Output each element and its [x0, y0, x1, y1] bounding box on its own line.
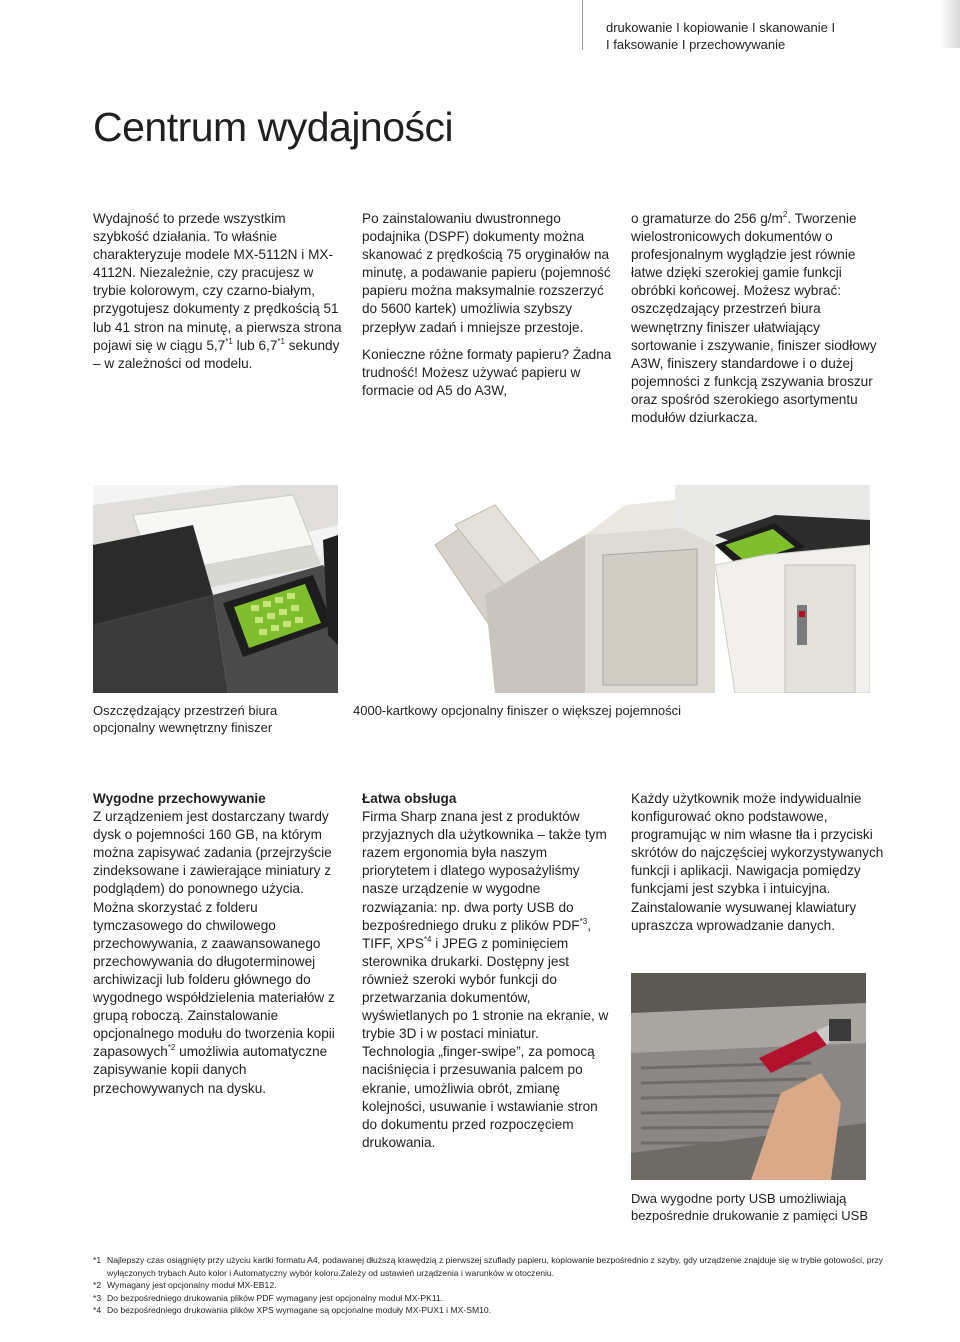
storage-heading: Wygodne przechowywanie: [93, 791, 266, 806]
intro-column-3: [631, 210, 881, 427]
footnote: [93, 1292, 913, 1305]
ease-heading: Łatwa obsługa: [362, 791, 457, 806]
footnote-mark: *3: [93, 1292, 102, 1303]
category-line-1: drukowanie I kopiowanie I skanowanie I: [606, 20, 836, 35]
footnote-text: Do bezpośredniego drukowania plików PDF wymagany jest opcjonalny moduł MX-PK11.: [107, 1292, 444, 1303]
large-finisher-caption: 4000-kartkowy opcjonalny finiszer o większej pojemności: [353, 703, 682, 718]
footnote: [93, 1304, 913, 1317]
footnote-mark: *1: [93, 1255, 102, 1265]
inner-finisher-photo: [93, 485, 338, 693]
category-line-2: I faksowanie I przechowywanie: [606, 37, 786, 52]
footnote-ref: *1: [225, 336, 233, 346]
caption-line: bezpośrednie drukowanie z pamięci USB: [631, 1208, 869, 1223]
custom-section: [631, 790, 886, 935]
footnotes: [93, 1254, 913, 1317]
intro-text-b: lub 6,7: [232, 337, 278, 353]
footnote-mark: *2: [93, 1280, 102, 1291]
category-list: [606, 19, 936, 53]
intro-paragraph: Konieczne różne formaty papieru? Żadna trudność! Możesz używać papieru w formacie od A5 do A3W,: [362, 346, 612, 398]
footnote: [93, 1279, 913, 1292]
ease-text-a: Firma Sharp znana jest z produktów przyjaznych dla użytkownika – także tym razem ergonomia była naszym priorytetem i dlatego wyposażyliśmy nasze urządzenie w wygodne rozwiązania: np. dwa porty USB do bezpośredniego druku z plików PDF: [362, 809, 607, 933]
ease-text-b: , TIFF, XPS: [362, 917, 591, 951]
page-corner-shade: [938, 0, 960, 48]
caption-line: Oszczędzający przestrzeń biura: [93, 703, 278, 718]
usb-caption: [631, 1190, 891, 1224]
footnote-ref: *1: [277, 336, 285, 346]
superscript: 2: [782, 210, 788, 219]
ease-text-c: i JPEG z pominięciem sterownika drukarki. Dostępny jest również szeroki wybór funkcji do przetwarzania dokumentów, wyświetlanych po 1 stronie na ekranie, w trybie 3D i w postaci miniatur. Technologia „finger-swipe”, za pomocą naciśnięcia i przesuwania palcem po ekranie, umożliwia obrót, zmianę kolejności, usuwanie i wstawianie stron do dokumentu przed rozpoczęciem drukowania.: [362, 935, 609, 1150]
custom-text: Każdy użytkownik może indywidualnie konfigurować okno podstawowe, programując w nim własne tła i przyciski skrótów do najczęściej wykorzystywanych funkcji i aplikacji. Nawigacja pomiędzy funkcjami jest szybka i intuicyjna. Zainstalowanie wysuwanej klawiatury upraszcza wprowadzanie danych.: [631, 791, 884, 933]
intro-column-2: [362, 210, 614, 400]
caption-line: Dwa wygodne porty USB umożliwiają: [631, 1191, 847, 1206]
caption-line: opcjonalny wewnętrzny finiszer: [93, 720, 273, 735]
ease-section: [362, 790, 612, 1152]
page-title: Centrum wydajności: [93, 104, 454, 150]
intro-text-a: Wydajność to przede wszystkim szybkość działania. To właśnie charakteryzuje modele MX-5112N i MX-4112N. Niezależnie, czy pracujesz w trybie kolorowym, czy czarno-białym, przygotujesz dokumenty z prędkością 51 lub 41 stron na minutę, a pierwsza strona pojawi się w ciągu 5,7: [93, 211, 342, 353]
intro-paragraph: Po zainstalowaniu dwustronnego podajnika (DSPF) dokumenty można skanować z prędkością 75 oryginałów na minutę, a podawanie papieru (pojemność papieru można maksymalnie rozszerzyć do 5600 kartek) umożliwia szybszy przepływ zadań i mniejsze przestoje.: [362, 211, 611, 335]
footnote-ref: *2: [167, 1043, 176, 1053]
footnote-text: Wymagany jest opcjonalny moduł MX-EB12.: [107, 1280, 277, 1291]
inner-finisher-caption: [93, 702, 343, 736]
header-divider: [582, 0, 583, 50]
footnote-text: Do bezpośredniego drukowania plików XPS wymagane są opcjonalne moduły MX-PUX1 i MX-SM10.: [107, 1305, 492, 1316]
footnote-ref: *4: [423, 934, 432, 944]
usb-photo: [631, 973, 866, 1180]
storage-text-b: umożliwia automatyczne zapisywanie kopii danych przechowywanych na dysku.: [93, 1044, 328, 1096]
intro-text-c: sekundy – w zależności od modelu.: [93, 337, 340, 371]
footnote-mark: *4: [93, 1305, 102, 1316]
storage-section: [93, 790, 348, 1098]
intro-text-b: . Tworzenie wielostronicowych dokumentów o profesjonalnym wyglądzie jest równie łatwe dzięki szerokiej gamie funkcji obróbki końcowej. Możesz wybrać: oszczędzający przestrzeń biura wewnętrzny finiszer ułatwiający sortowanie i zszywanie, finiszer siodłowy A3W, finiszery standardowe i o dużej pojemności z funkcją zszywania broszur oraz spośród szerokiego asortymentu modułów dziurkacza.: [631, 211, 877, 426]
intro-text-a: o gramaturze do 256 g/m: [631, 211, 783, 226]
footnote: [93, 1254, 913, 1279]
intro-column-1: [93, 210, 343, 373]
footnote-text: Najlepszy czas osiągnięty przy użyciu kartki formatu A4, podawanej dłuższą krawędzią z pierwszej szuflady papieru, kopiowanie bezpośrednio z szyby, gdy urządzenie znajduje się w trybie gotowości, przy wyłączonych trybach Auto kolor i Automatyczny wybór koloru.Zależy od ustawień urządzenia i warunków w otoczeniu.: [107, 1255, 884, 1278]
large-finisher-photo: [425, 485, 870, 693]
storage-text-a: Z urządzeniem jest dostarczany twardy dysk o pojemności 160 GB, na którym można zapisywać zadania (przejrzyście zindeksowane i zawierające miniatury z podglądem) do ponownego użycia. Można skorzystać z folderu tymczasowego do chwilowego przechowywania, z zaawansowanego przechowywania do długoterminowej archiwizacji lub folderu głównego do wygodnego współdzielenia materiałów z grupą roboczą. Zainstalowanie opcjonalnego modułu do tworzenia kopii zapasowych: [93, 809, 335, 1060]
footnote-ref: *3: [579, 916, 588, 926]
